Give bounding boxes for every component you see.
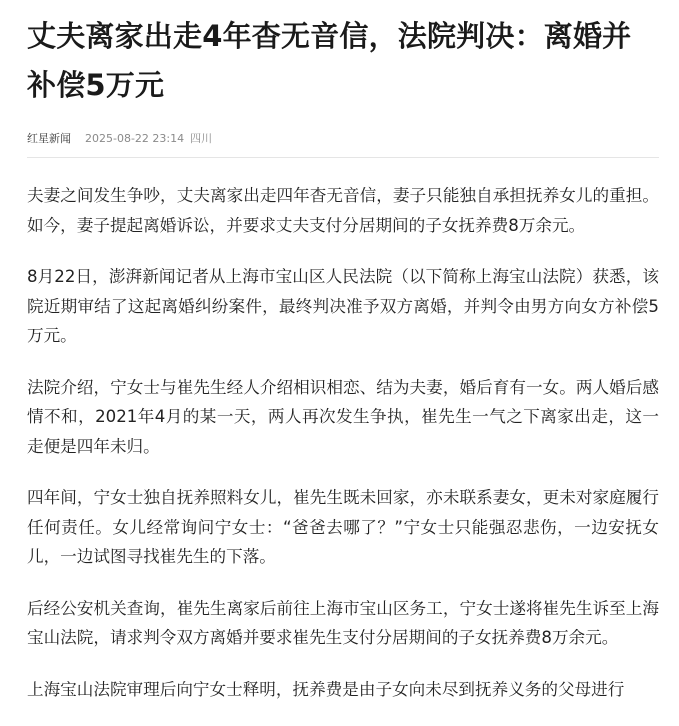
paragraph: 夫妻之间发生争吵，丈夫离家出走四年杳无音信，妻子只能独自承担抚养女儿的重担。如今，妻子提起离婚诉讼，并要求丈夫支付分居期间的子女抚养费8万余元。 [27,186,659,235]
paragraph: 四年间，宁女士独自抚养照料女儿，崔先生既未回家，亦未联系妻女，更未对家庭履行任何责任。女儿经常询问宁女士：“爸爸去哪了？”宁女士只能强忍悲伤，一边安抚女儿，一边试图寻找崔先生的下落。 [27,488,659,566]
meta-divider [27,157,659,158]
paragraph: 法院介绍，宁女士与崔先生经人介绍相识相恋、结为夫妻，婚后育有一女。两人婚后感情不和，2021年4月的某一天，两人再次发生争执，崔先生一气之下离家出走，这一走便是四年未归。 [27,377,659,456]
article-meta [27,130,659,148]
paragraph: 后经公安机关查询，崔先生离家后前往上海市宝山区务工，宁女士遂将崔先生诉至上海宝山法院，请求判令双方离婚并要求崔先生支付分居期间的子女抚养费8万余元。 [27,598,659,647]
publish-time: 2025-08-22 23:14 [85,132,185,145]
article-body [27,181,659,704]
paragraph: 上海宝山法院审理后向宁女士释明，抚养费是由子女向未尽到抚养义务的父母进行 [27,679,625,699]
article-title: 丈夫离家出走4年杳无音信，法院判决：离婚并补偿5万元 [27,19,632,102]
region-label: 四川 [190,132,213,145]
paragraph: 8月22日，澎湃新闻记者从上海市宝山区人民法院（以下简称上海宝山法院）获悉，该院近期审结了这起离婚纠纷案件，最终判决准予双方离婚，并判令由男方向女方补偿5万元。 [27,267,659,345]
source-link[interactable]: 红星新闻 [27,132,71,145]
article [27,12,659,726]
